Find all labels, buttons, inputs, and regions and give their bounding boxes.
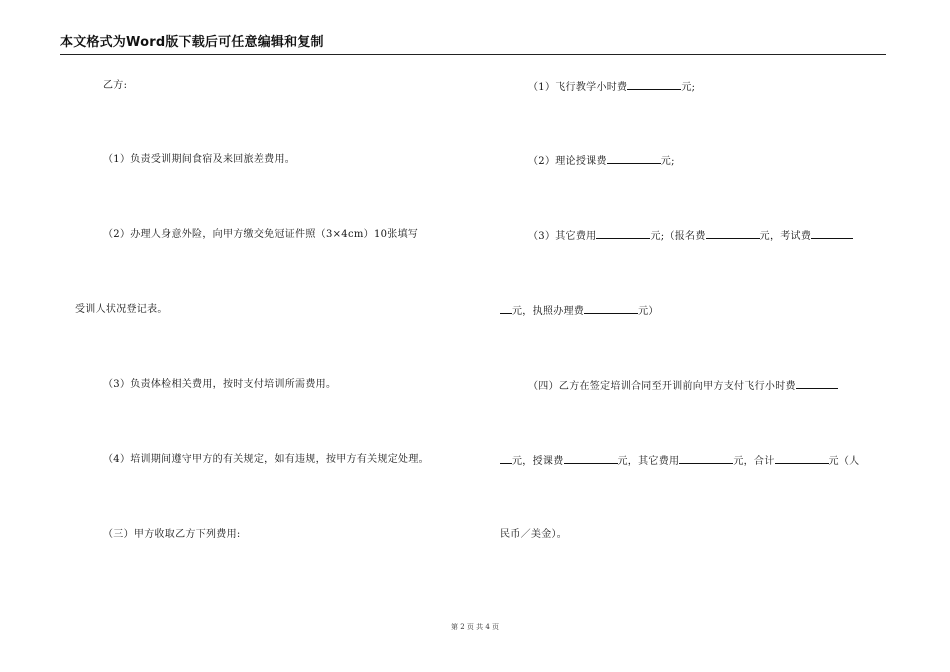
license-fee-blank <box>584 304 638 314</box>
right-line-other-fee <box>528 229 853 243</box>
exam-fee-blank <box>811 229 853 239</box>
left-line-3: （3）负责体检相关费用，按时支付培训所需费用。 <box>103 379 337 390</box>
total-blank <box>775 454 829 464</box>
total-label: 元，合计 <box>733 456 775 467</box>
section-4-text: （四）乙方在签定培训合同至开训前向甲方支付飞行小时费 <box>528 381 796 392</box>
header-title: 本文格式为Word版下载后可任意编辑和复制 <box>60 35 324 50</box>
page-header <box>60 36 886 55</box>
lecture-fee-label: 元，授课费 <box>512 456 564 467</box>
section-4-flight-blank-cont <box>500 454 512 464</box>
license-fee-unit: 元） <box>638 306 659 317</box>
flight-fee-unit: 元; <box>681 82 696 93</box>
theory-fee-blank <box>607 154 661 164</box>
registration-fee-label: 元;（报名费 <box>650 231 706 242</box>
other-cost-label: 元，其它费用 <box>617 456 680 467</box>
left-line-1: （1）负责受训期间食宿及来回旅差费用。 <box>103 154 296 165</box>
right-line-section-4 <box>528 379 838 393</box>
section-4-flight-blank <box>796 379 838 389</box>
right-line-flight-fee <box>528 80 695 94</box>
registration-fee-blank <box>706 229 760 239</box>
right-line-theory-fee <box>528 154 675 168</box>
other-fee-blank <box>596 229 650 239</box>
left-line-2-cont: 受训人状况登记表。 <box>75 304 168 315</box>
theory-fee-unit: 元; <box>660 156 675 167</box>
currency-label: 元（人 <box>828 456 860 467</box>
flight-fee-blank <box>627 80 681 90</box>
exam-fee-label: 元，考试费 <box>759 231 812 242</box>
right-line-totals <box>500 454 859 468</box>
left-line-party-b: 乙方: <box>103 80 128 91</box>
license-fee-label: 元，执照办理费 <box>512 306 585 317</box>
left-line-section-3: （三）甲方收取乙方下列费用: <box>103 529 241 540</box>
right-line-license-fee <box>500 304 659 318</box>
right-line-currency: 民币／美金）。 <box>500 529 568 540</box>
exam-fee-blank-cont <box>500 304 512 314</box>
other-fee-label: （3）其它费用 <box>528 231 597 242</box>
flight-fee-label: （1）飞行教学小时费 <box>528 82 628 93</box>
theory-fee-label: （2）理论授课费 <box>528 156 607 167</box>
lecture-fee-blank <box>564 454 618 464</box>
left-line-2: （2）办理人身意外险，向甲方缴交免冠证件照（3×4cm）10张填写 <box>103 229 419 240</box>
left-line-4: （4）培训期间遵守甲方的有关规定，如有违规，按甲方有关规定处理。 <box>103 454 429 465</box>
other-cost-blank <box>679 454 733 464</box>
page-footer: 第 2 页 共 4 页 <box>450 623 500 631</box>
